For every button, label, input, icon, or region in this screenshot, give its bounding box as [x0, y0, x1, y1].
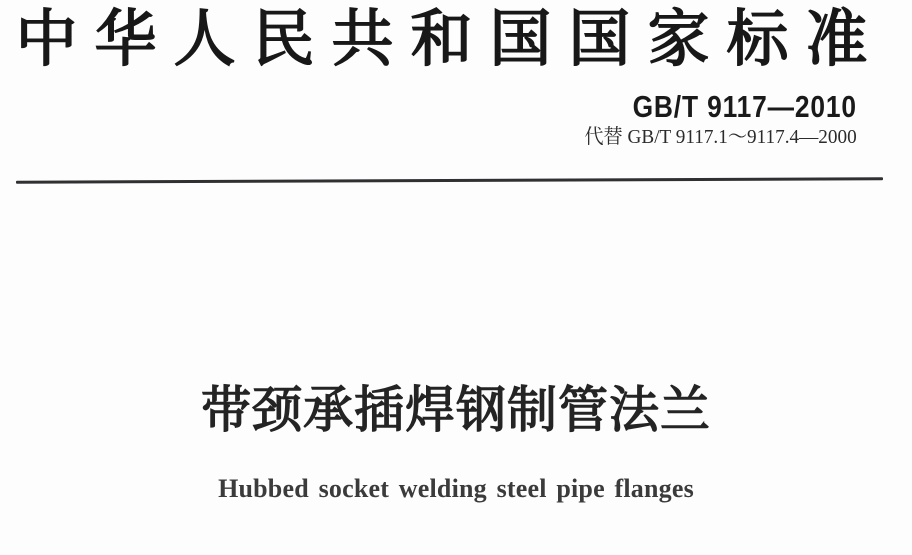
- replaces-note: 代替 GB/T 9117.1～9117.4—2000: [584, 126, 857, 148]
- standard-code: GB/T 9117—2010: [632, 89, 857, 124]
- document-title-english: Hubbed socket welding steel pipe flanges: [218, 474, 694, 503]
- standard-designation-block: [573, 91, 857, 148]
- document-title-chinese: 带颈承插焊钢制管法兰: [201, 382, 711, 438]
- header-divider-rule: [16, 177, 883, 183]
- national-standard-heading: 中华人民共和国国家标准: [15, 6, 885, 74]
